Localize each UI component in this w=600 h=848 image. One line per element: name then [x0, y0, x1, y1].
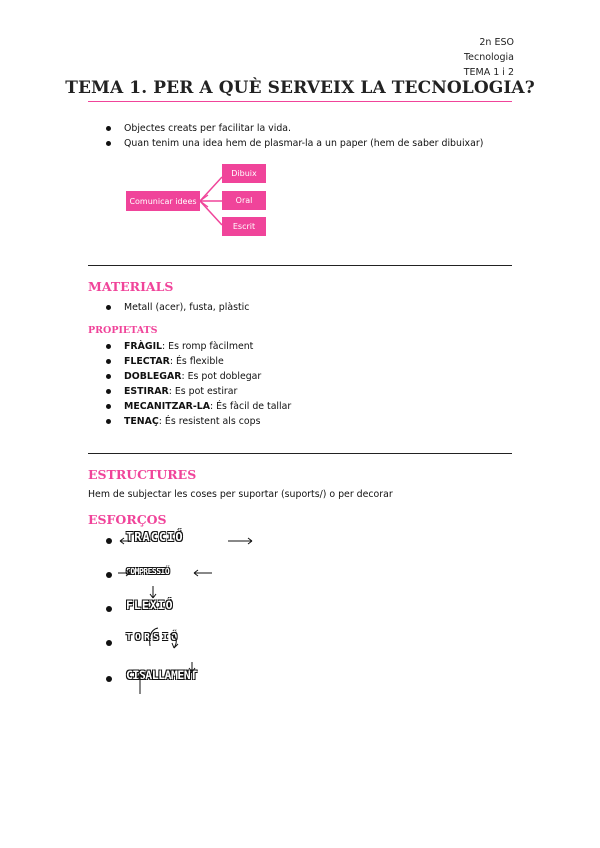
header-subject: Tecnologia	[463, 52, 514, 63]
intro-bullet-list	[88, 121, 518, 151]
diagram-root-node: Comunicar idees	[126, 191, 200, 211]
header-course: 2n ESO	[479, 37, 514, 48]
page-title: TEMA 1. PER A QUÈ SERVEIX LA TECNOLOGIA?	[65, 78, 535, 98]
list-item	[88, 339, 291, 354]
property-term: MECANITZAR-LA	[124, 401, 210, 412]
property-desc: : És resistent als cops	[158, 416, 261, 427]
section-divider	[88, 265, 512, 266]
property-desc: : És fàcil de tallar	[210, 401, 292, 412]
property-term: DOBLEGAR	[124, 371, 182, 382]
property-term: FLECTAR	[124, 356, 170, 367]
diagram-node-escrit: Escrit	[222, 217, 266, 236]
property-desc: : És flexible	[169, 356, 224, 367]
arrow-icon	[118, 530, 258, 550]
list-item	[88, 598, 288, 622]
list-item: Quan tenim una idea hem de plasmar-la a un paper (hem de saber dibuixar)	[88, 136, 518, 151]
list-item	[88, 354, 291, 369]
property-term: FRÀGIL	[124, 341, 163, 352]
bullet-dot	[106, 676, 112, 682]
propietats-heading: PROPIETATS	[88, 325, 158, 336]
materials-list	[88, 300, 249, 315]
section-divider	[88, 453, 512, 454]
list-item	[88, 668, 288, 692]
estructures-heading: ESTRUCTURES	[88, 467, 197, 482]
arrow-icon	[128, 586, 188, 616]
arrow-icon	[118, 564, 228, 584]
property-desc: : Es romp fàcilment	[162, 341, 254, 352]
effort-cisallament: CISALLAMENT	[126, 668, 197, 682]
effort-flexio: FLEXIÓ	[126, 598, 174, 612]
effort-compressio: COMPRESSIÓ	[126, 567, 170, 576]
effort-traccio: TRACCIÓ	[126, 530, 184, 544]
list-item	[88, 632, 288, 656]
esforcos-heading: ESFORÇOS	[88, 512, 167, 527]
list-item	[88, 414, 291, 429]
list-item	[88, 564, 288, 588]
list-item	[88, 384, 291, 399]
title-underline	[88, 101, 512, 102]
diagram-node-dibuix: Dibuix	[222, 164, 266, 183]
estructures-text: Hem de subjectar les coses per suportar (suports/) o per decorar	[88, 489, 393, 500]
property-term: TENAÇ	[124, 416, 159, 427]
list-item: Metall (acer), fusta, plàstic	[88, 300, 249, 315]
bullet-dot	[106, 538, 112, 544]
bullet-dot	[106, 606, 112, 612]
bullet-dot	[106, 572, 112, 578]
list-item	[88, 369, 291, 384]
property-desc: : Es pot doblegar	[181, 371, 262, 382]
list-item	[88, 399, 291, 414]
rotation-arrow-icon	[128, 624, 188, 654]
bullet-dot	[106, 640, 112, 646]
propietats-list	[88, 339, 291, 429]
list-item	[88, 530, 288, 554]
property-desc: : Es pot estirar	[168, 386, 238, 397]
document-header	[464, 35, 514, 80]
diagram-node-oral: Oral	[222, 191, 266, 210]
list-item: Objectes creats per facilitar la vida.	[88, 121, 518, 136]
materials-heading: MATERIALS	[88, 279, 174, 294]
effort-torsio: TORSIÓ	[126, 632, 181, 643]
arrow-icon	[128, 662, 218, 702]
property-term: ESTIRAR	[124, 386, 169, 397]
header-unit: TEMA 1 i 2	[463, 67, 514, 78]
